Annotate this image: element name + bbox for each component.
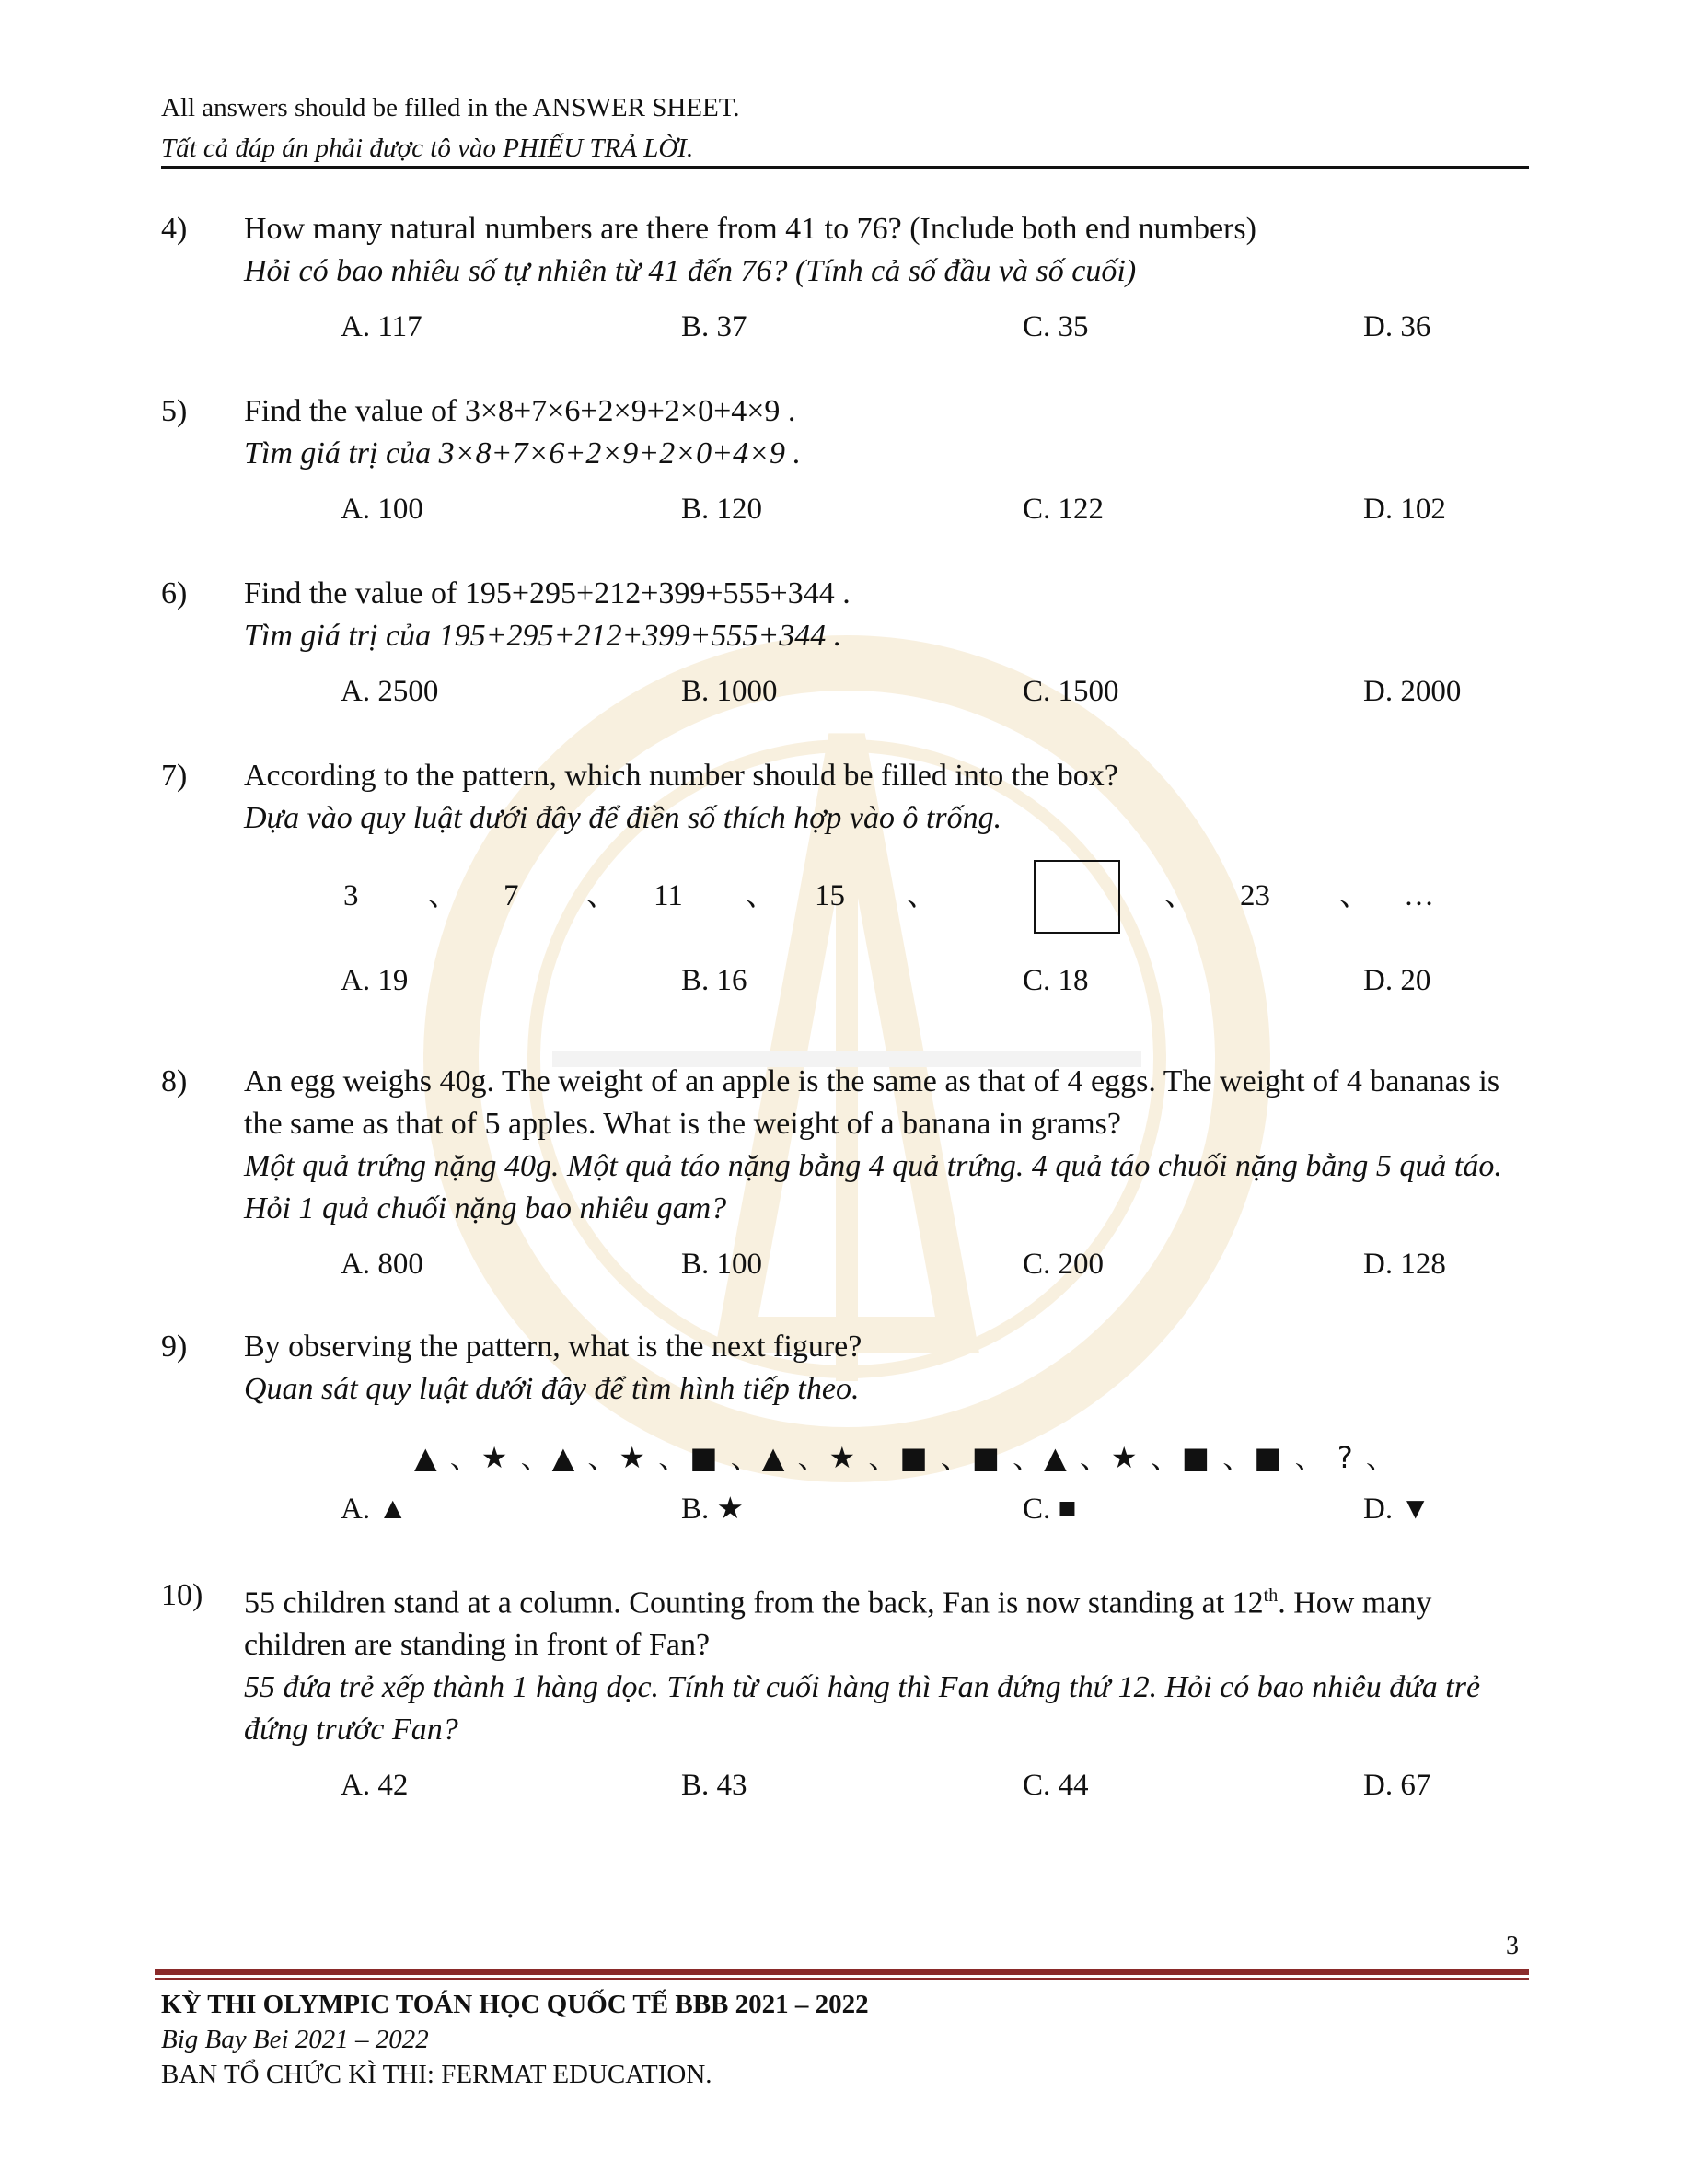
answer-options (244, 488, 1533, 530)
answer-options (244, 306, 1533, 348)
question-number: 5) (161, 394, 188, 428)
question-text-en: An egg weighs 40g. The weight of an apple is the same as that of 4 eggs. The weight of 4 bananas is the same as that of 5 apples. What is the weight of a banana in grams? (244, 1064, 1500, 1141)
option-c: C. 18 (1023, 964, 1089, 997)
option-b: B. 120 (681, 493, 763, 526)
option-c: C. 200 (1023, 1248, 1105, 1281)
footer-organizer: BAN TỔ CHỨC KÌ THI: FERMAT EDUCATION. (161, 2060, 712, 2089)
question-8 (161, 1061, 1533, 1285)
option-d: D. 128 (1363, 1248, 1446, 1281)
option-d: D. 20 (1363, 964, 1431, 997)
sequence-ellipsis: … (1404, 879, 1434, 912)
header-vi: Tất cả đáp án phải được tô vào PHIẾU TRẢ LỜI. (161, 134, 694, 163)
option-b: B. 43 (681, 1769, 747, 1803)
answer-options (244, 1764, 1533, 1806)
question-9 (161, 1326, 1533, 1530)
option-c: C. 122 (1023, 493, 1105, 526)
question-text-vi: 55 đứa trẻ xếp thành 1 hàng dọc. Tính từ cuối hàng thì Fan đứng thứ 12. Hỏi có bao nhiêu đứa trẻ đứng trước Fan? (244, 1670, 1481, 1748)
footer-subtitle: Big Bay Bei 2021 – 2022 (161, 2025, 429, 2054)
sequence-item: 15 (815, 879, 845, 912)
question-text-en-post: . How many children are standing in front of Fan? (244, 1586, 1432, 1663)
question-text-en (244, 1574, 1533, 1667)
option-a: A. 800 (341, 1248, 423, 1281)
number-sequence (244, 860, 1533, 937)
question-text-en: Find the value of 195+295+212+399+555+344 . (244, 576, 851, 610)
option-d: D. 36 (1363, 310, 1431, 343)
sequence-separator: 、 (1339, 879, 1370, 912)
option-d: D. 102 (1363, 493, 1446, 526)
question-text-en: By observing the pattern, what is the next figure? (244, 1330, 862, 1364)
answer-options (244, 959, 1533, 1002)
question-number: 7) (161, 759, 188, 793)
option-a: A. 100 (341, 493, 423, 526)
answer-options (244, 670, 1533, 713)
sequence-separator: 、 (746, 879, 776, 912)
question-6 (161, 573, 1533, 713)
sequence-item: 7 (504, 879, 519, 912)
question-text-vi: Hỏi có bao nhiêu số tự nhiên từ 41 đến 76? (Tính cả số đầu và số cuối) (244, 254, 1137, 288)
question-10 (161, 1574, 1533, 1806)
header (161, 87, 740, 168)
option-a: A. 42 (341, 1769, 409, 1803)
question-text-en: Find the value of 3×8+7×6+2×9+2×0+4×9 . (244, 394, 796, 428)
option-c: C. 44 (1023, 1769, 1089, 1803)
question-number: 6) (161, 576, 188, 610)
figure-sequence-text: ▲ 、★ 、▲ 、★ 、■ 、▲ 、★ 、■ 、■ 、▲ 、★ 、■ 、■ 、 ? 、 (414, 1440, 1397, 1475)
option-b: B. 37 (681, 310, 747, 343)
option-d: D. 67 (1363, 1769, 1431, 1803)
answer-options (244, 1243, 1533, 1285)
question-text-vi: Dựa vào quy luật dưới đây để điền số thích hợp vào ô trống. (244, 801, 1002, 835)
question-number: 4) (161, 212, 188, 246)
option-a: A. ▲ (341, 1493, 408, 1526)
blank-answer-box (1034, 860, 1120, 934)
question-number: 9) (161, 1330, 188, 1364)
header-divider (161, 166, 1529, 169)
header-en: All answers should be filled in the ANSWER SHEET. (161, 93, 740, 122)
sequence-separator: 、 (586, 879, 617, 912)
question-text-vi: Một quả trứng nặng 40g. Một quả táo nặng bằng 4 quả trứng. 4 quả táo chuối nặng bằng 5 quả táo. Hỏi 1 quả chuối nặng bao nhiêu gam? (244, 1149, 1502, 1226)
question-number: 8) (161, 1064, 188, 1098)
question-text-vi: Tìm giá trị của 195+295+212+399+555+344 . (244, 619, 842, 653)
question-text-vi: Quan sát quy luật dưới đây để tìm hình tiếp theo. (244, 1372, 860, 1406)
question-text-en: How many natural numbers are there from 41 to 76? (Include both end numbers) (244, 212, 1256, 246)
question-text-en-pre: 55 children stand at a column. Counting from the back, Fan is now standing at 12 (244, 1586, 1264, 1621)
sequence-separator: 、 (907, 879, 937, 912)
option-c: C. 35 (1023, 310, 1089, 343)
option-a: A. 117 (341, 310, 422, 343)
figure-sequence (244, 1433, 1533, 1479)
question-text-en: According to the pattern, which number should be filled into the box? (244, 759, 1118, 793)
option-a: A. 2500 (341, 675, 439, 708)
option-b: B. 1000 (681, 675, 778, 708)
option-b: B. 16 (681, 964, 747, 997)
question-4 (161, 208, 1533, 348)
option-d: D. ▼ (1363, 1493, 1430, 1526)
page-number: 3 (1506, 1932, 1519, 1960)
footer-divider-thin (155, 1978, 1529, 1980)
ordinal-suffix: th (1263, 1586, 1279, 1606)
question-5 (161, 390, 1533, 530)
option-a: A. 19 (341, 964, 409, 997)
option-c: C. 1500 (1023, 675, 1119, 708)
question-text-vi: Tìm giá trị của 3×8+7×6+2×9+2×0+4×9 . (244, 436, 802, 470)
footer (161, 1987, 869, 2092)
question-number: 10) (161, 1578, 203, 1612)
option-b: B. 100 (681, 1248, 763, 1281)
sequence-item: 3 (343, 879, 359, 912)
sequence-item: 23 (1240, 879, 1270, 912)
sequence-separator: 、 (428, 879, 458, 912)
sequence-separator: 、 (1164, 879, 1195, 912)
footer-divider-thick (155, 1969, 1529, 1975)
sequence-item: 11 (654, 879, 683, 912)
footer-title: KỲ THI OLYMPIC TOÁN HỌC QUỐC TẾ BBB 2021 – 2022 (161, 1990, 869, 2019)
answer-options (244, 1488, 1533, 1530)
option-d: D. 2000 (1363, 675, 1462, 708)
option-c: C. ■ (1023, 1493, 1077, 1526)
option-b: B. ★ (681, 1493, 745, 1526)
question-7 (161, 755, 1533, 1002)
